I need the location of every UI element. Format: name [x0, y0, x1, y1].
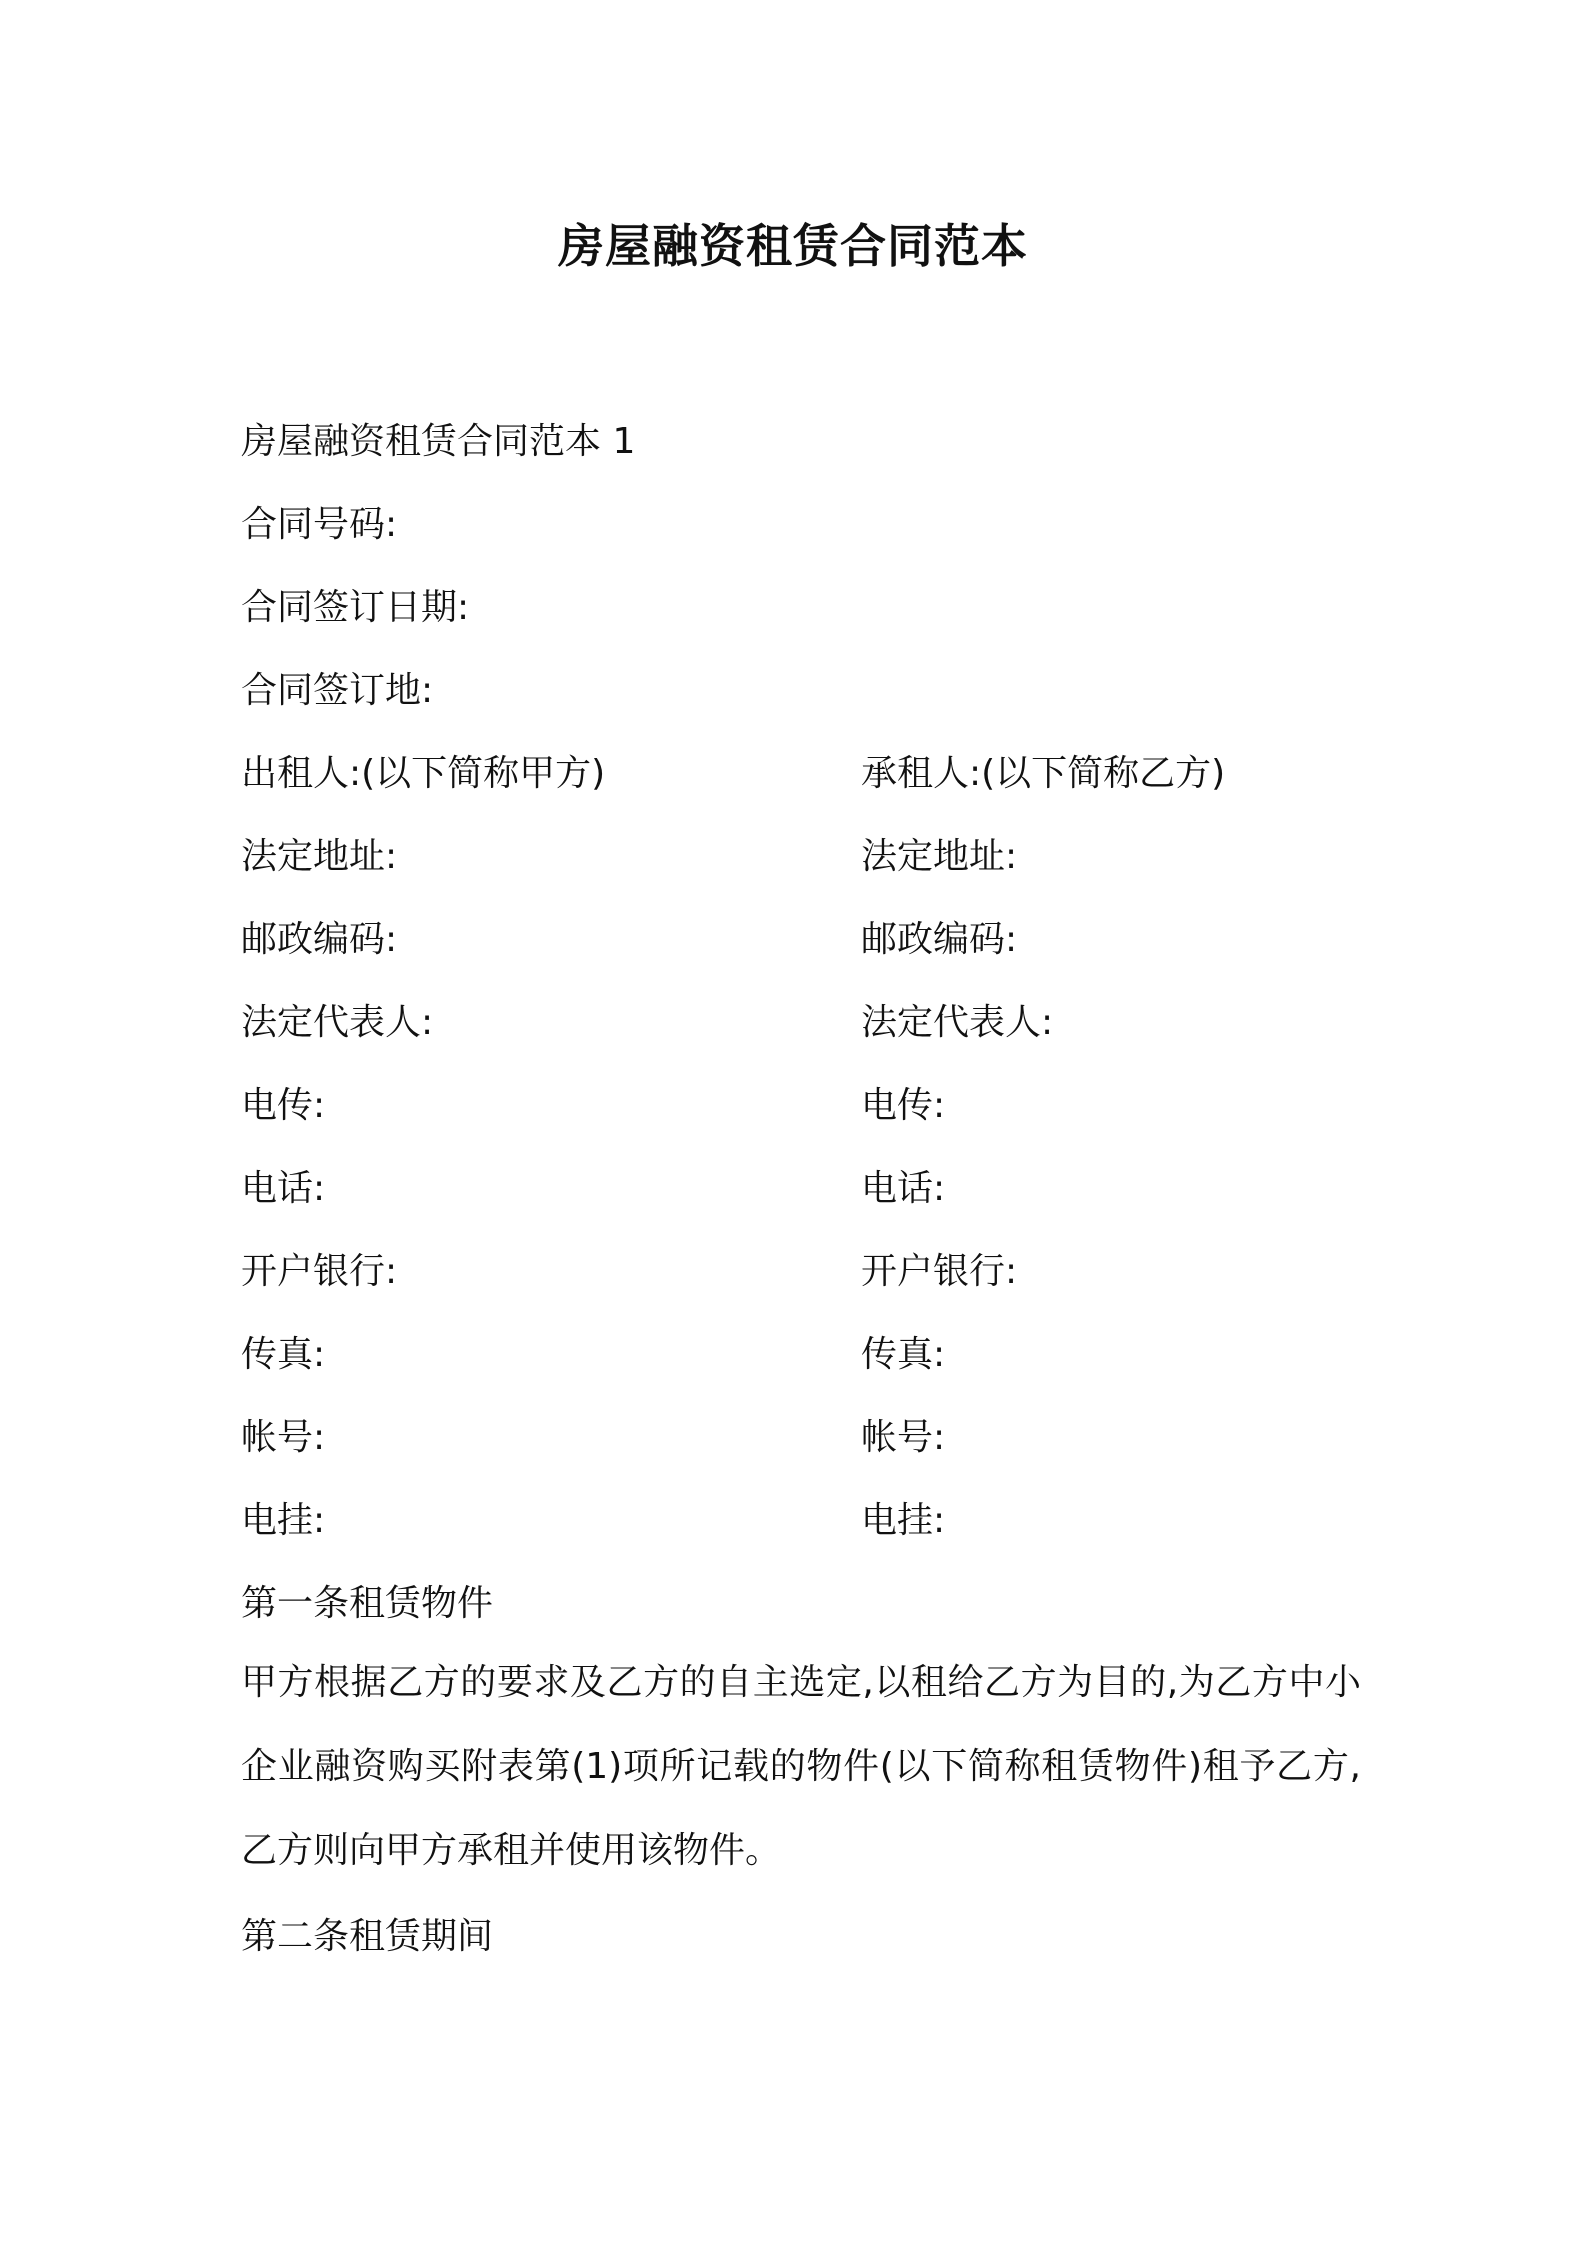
document-title: 房屋融资租赁合同范本: [558, 219, 1028, 273]
article-body: 甲方根据乙方的要求及乙方的自主选定,以租给乙方为目的,为乙方中小企业融资购买附表第(1)项所记载的物件(以下简称租赁物件)租予乙方,乙方则向甲方承租并使用该物件。: [241, 1662, 1361, 1871]
lessor-field: 帐号:: [241, 1417, 326, 1458]
lessee-field: 电挂:: [861, 1500, 946, 1541]
lessee-field: 邮政编码:: [861, 919, 1018, 960]
article-heading: 第二条租赁期间: [241, 1916, 494, 1957]
lessee-field: 电话:: [861, 1168, 946, 1209]
sign-place-label: 合同签订地:: [241, 670, 434, 711]
lessee-field: 帐号:: [861, 1417, 946, 1458]
lessor-field: 邮政编码:: [241, 919, 398, 960]
lessor-heading: 出租人:(以下简称甲方): [241, 753, 606, 794]
lessee-field: 电传:: [861, 1085, 946, 1126]
lessee-field: 法定代表人:: [861, 1002, 1054, 1043]
lessee-field: 传真:: [861, 1334, 946, 1375]
lessor-field: 电传:: [241, 1085, 326, 1126]
lessee-field: 法定地址:: [861, 836, 1018, 877]
contract-number-label: 合同号码:: [241, 504, 398, 545]
lessor-field: 法定地址:: [241, 836, 398, 877]
lessee-field: 开户银行:: [861, 1251, 1018, 1292]
article-heading: 第一条租赁物件: [241, 1583, 494, 1624]
lessor-field: 开户银行:: [241, 1251, 398, 1292]
lessor-field: 传真:: [241, 1334, 326, 1375]
sign-date-label: 合同签订日期:: [241, 587, 470, 628]
lessee-heading: 承租人:(以下简称乙方): [861, 753, 1226, 794]
lessor-field: 电挂:: [241, 1500, 326, 1541]
lessor-field: 法定代表人:: [241, 1002, 434, 1043]
lessor-field: 电话:: [241, 1168, 326, 1209]
contract-subtitle: 房屋融资租赁合同范本 1: [241, 421, 636, 462]
